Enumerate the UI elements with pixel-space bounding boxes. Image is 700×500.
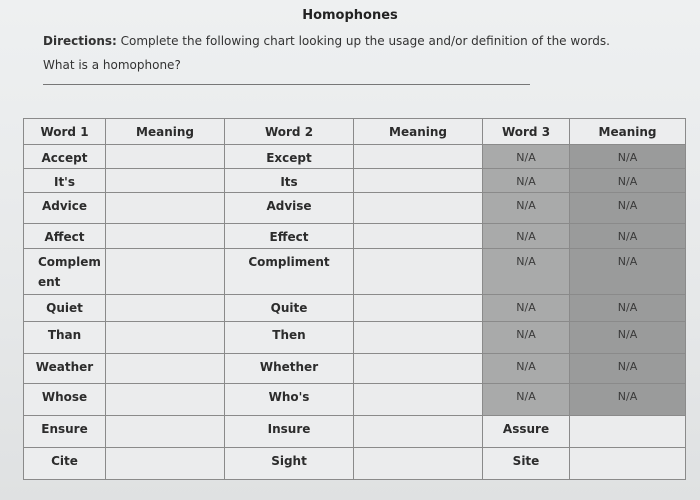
word3-cell: N/A (483, 354, 570, 384)
word2-cell: Then (225, 322, 354, 354)
meaning2-cell[interactable] (354, 249, 483, 295)
meaning2-cell[interactable] (354, 322, 483, 354)
meaning2-cell[interactable] (354, 169, 483, 193)
header-meaning-3: Meaning (570, 119, 686, 145)
word1-cell: Cite (24, 448, 106, 480)
meaning1-cell[interactable] (106, 169, 225, 193)
word3-cell: N/A (483, 224, 570, 249)
word3-cell: N/A (483, 249, 570, 295)
meaning3-cell[interactable] (570, 416, 686, 448)
directions-text (43, 34, 683, 48)
meaning3-cell: N/A (570, 224, 686, 249)
header-meaning-2: Meaning (354, 119, 483, 145)
header-word-1: Word 1 (24, 119, 106, 145)
header-word-2: Word 2 (225, 119, 354, 145)
meaning2-cell[interactable] (354, 145, 483, 169)
meaning2-cell[interactable] (354, 384, 483, 416)
word3-cell: N/A (483, 322, 570, 354)
meaning1-cell[interactable] (106, 416, 225, 448)
table-row (24, 224, 686, 249)
word2-cell: Advise (225, 193, 354, 224)
word2-cell: Except (225, 145, 354, 169)
page-title: Homophones (302, 8, 398, 23)
meaning3-cell: N/A (570, 169, 686, 193)
word1-cell: It's (24, 169, 106, 193)
table-header-row (24, 119, 686, 145)
directions-body: Complete the following chart looking up the usage and/or definition of the words. (116, 34, 610, 48)
word3-cell: N/A (483, 384, 570, 416)
word2-cell: Compliment (225, 249, 354, 295)
word3-cell: Site (483, 448, 570, 480)
meaning2-cell[interactable] (354, 416, 483, 448)
word2-cell: Effect (225, 224, 354, 249)
word1-cell: Ensure (24, 416, 106, 448)
table-row (24, 448, 686, 480)
meaning3-cell: N/A (570, 249, 686, 295)
meaning3-cell[interactable] (570, 448, 686, 480)
meaning2-cell[interactable] (354, 354, 483, 384)
word1-cell: Whose (24, 384, 106, 416)
homophones-table (23, 118, 686, 480)
table-row (24, 145, 686, 169)
meaning2-cell[interactable] (354, 224, 483, 249)
word1-cell: Complement (24, 249, 106, 295)
word3-cell: N/A (483, 193, 570, 224)
word3-cell: N/A (483, 145, 570, 169)
header-word-3: Word 3 (483, 119, 570, 145)
meaning1-cell[interactable] (106, 295, 225, 322)
meaning1-cell[interactable] (106, 322, 225, 354)
directions-label: Directions: (43, 34, 117, 48)
meaning1-cell[interactable] (106, 249, 225, 295)
meaning3-cell: N/A (570, 322, 686, 354)
table-row (24, 354, 686, 384)
meaning1-cell[interactable] (106, 145, 225, 169)
meaning3-cell: N/A (570, 145, 686, 169)
word1-cell: Advice (24, 193, 106, 224)
meaning2-cell[interactable] (354, 295, 483, 322)
table-row (24, 416, 686, 448)
word3-cell: Assure (483, 416, 570, 448)
word2-cell: Who's (225, 384, 354, 416)
meaning1-cell[interactable] (106, 224, 225, 249)
header-meaning-1: Meaning (106, 119, 225, 145)
meaning3-cell: N/A (570, 193, 686, 224)
word1-cell: Accept (24, 145, 106, 169)
word1-cell: Quiet (24, 295, 106, 322)
word2-cell: Its (225, 169, 354, 193)
meaning3-cell: N/A (570, 295, 686, 322)
table-row (24, 384, 686, 416)
meaning3-cell: N/A (570, 384, 686, 416)
meaning1-cell[interactable] (106, 193, 225, 224)
word1-cell: Than (24, 322, 106, 354)
meaning2-cell[interactable] (354, 193, 483, 224)
word2-cell: Quite (225, 295, 354, 322)
word1-cell: Weather (24, 354, 106, 384)
word1-cell: Affect (24, 224, 106, 249)
answer-line[interactable] (43, 84, 530, 85)
table-row (24, 249, 686, 295)
word2-cell: Sight (225, 448, 354, 480)
meaning3-cell: N/A (570, 354, 686, 384)
word2-cell: Insure (225, 416, 354, 448)
meaning1-cell[interactable] (106, 354, 225, 384)
meaning2-cell[interactable] (354, 448, 483, 480)
table-row (24, 169, 686, 193)
word2-cell: Whether (225, 354, 354, 384)
meaning1-cell[interactable] (106, 384, 225, 416)
homophone-question: What is a homophone? (43, 58, 181, 72)
meaning1-cell[interactable] (106, 448, 225, 480)
table-row (24, 322, 686, 354)
word3-cell: N/A (483, 169, 570, 193)
table-row (24, 193, 686, 224)
table-row (24, 295, 686, 322)
word3-cell: N/A (483, 295, 570, 322)
